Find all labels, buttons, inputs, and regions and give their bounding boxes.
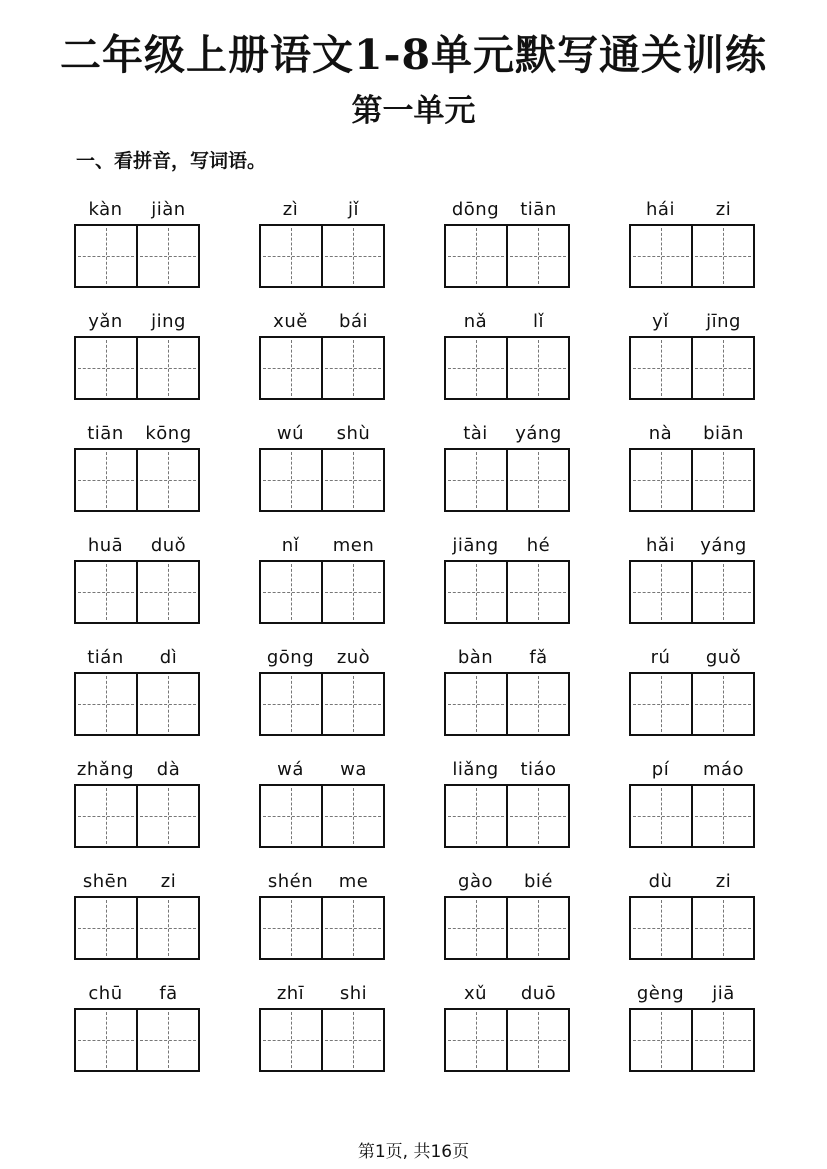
pinyin-syllable: yǐ [652,311,669,332]
tianzige-boxes [629,560,755,624]
pinyin-row [444,979,570,1008]
tianzige-boxes [259,672,385,736]
writing-box[interactable] [506,450,568,510]
word-item [74,867,200,964]
writing-box[interactable] [631,450,691,510]
writing-box[interactable] [261,786,321,846]
tianzige-boxes [444,224,570,288]
tianzige-boxes [444,448,570,512]
tianzige-boxes [259,336,385,400]
pinyin-syllable: hǎi [646,535,675,556]
word-item [74,979,200,1076]
word-item [629,419,755,516]
writing-box[interactable] [261,450,321,510]
writing-box[interactable] [446,338,506,398]
writing-box[interactable] [446,1010,506,1070]
writing-box[interactable] [691,226,753,286]
word-item [629,979,755,1076]
word-item [259,643,385,740]
word-item [74,419,200,516]
pinyin-row [629,307,755,336]
pinyin-row [74,755,200,784]
writing-box[interactable] [506,226,568,286]
writing-box[interactable] [136,562,198,622]
pinyin-syllable: xuě [273,311,308,332]
pinyin-syllable: lǐ [532,311,544,332]
word-item [259,419,385,516]
pinyin-row [629,755,755,784]
pinyin-syllable: shi [339,983,368,1004]
writing-box[interactable] [506,674,568,734]
pinyin-row [444,195,570,224]
pinyin-syllable: huā [87,535,124,556]
writing-box[interactable] [321,450,383,510]
writing-box[interactable] [446,450,506,510]
pinyin-syllable: guǒ [705,647,742,668]
pinyin-syllable: jīng [706,311,741,332]
writing-box[interactable] [76,1010,136,1070]
pinyin-syllable: shēn [82,871,129,892]
pinyin-syllable: rú [650,647,671,668]
writing-box[interactable] [631,674,691,734]
pinyin-row [74,531,200,560]
page-title: 二年级上册语文1-8单元默写通关训练 [59,31,768,79]
pinyin-syllable: tián [87,647,124,668]
word-item [444,755,570,852]
pinyin-syllable: zhǎng [76,759,135,780]
pinyin-row [259,867,385,896]
writing-box[interactable] [76,562,136,622]
tianzige-boxes [74,560,200,624]
pinyin-syllable: máo [702,759,745,780]
writing-box[interactable] [76,338,136,398]
pinyin-syllable: me [338,871,369,892]
pinyin-syllable: xǔ [463,983,488,1004]
writing-box[interactable] [76,226,136,286]
writing-box[interactable] [321,786,383,846]
pinyin-row [74,195,200,224]
writing-box[interactable] [506,1010,568,1070]
writing-box[interactable] [261,898,321,958]
pinyin-syllable: kōng [145,423,192,444]
tianzige-boxes [629,896,755,960]
tianzige-boxes [74,896,200,960]
writing-box[interactable] [136,1010,198,1070]
word-item [444,531,570,628]
writing-box[interactable] [446,562,506,622]
pinyin-syllable: tiáo [520,759,557,780]
word-item [259,755,385,852]
page-footer: 第1页, 共16页 [357,1142,470,1162]
word-grid [74,195,755,1076]
writing-box[interactable] [631,898,691,958]
writing-box[interactable] [76,786,136,846]
pinyin-syllable: gōng [266,647,315,668]
pinyin-syllable: yáng [700,535,747,556]
pinyin-row [629,867,755,896]
pinyin-syllable: zuò [336,647,371,668]
writing-box[interactable] [136,226,198,286]
tianzige-boxes [444,672,570,736]
writing-box[interactable] [76,450,136,510]
word-item [444,979,570,1076]
pinyin-syllable: kàn [88,199,123,220]
word-item [74,307,200,404]
pinyin-row [74,419,200,448]
pinyin-syllable: duō [520,983,557,1004]
tianzige-boxes [259,1008,385,1072]
word-item [629,195,755,292]
pinyin-syllable: chū [88,983,123,1004]
writing-box[interactable] [321,1010,383,1070]
pinyin-syllable: wa [340,759,367,780]
pinyin-syllable: tiān [520,199,557,220]
writing-box[interactable] [261,338,321,398]
pinyin-syllable: wá [277,759,304,780]
pinyin-row [629,419,755,448]
pinyin-syllable: dà [156,759,181,780]
pinyin-syllable: shù [336,423,371,444]
writing-box[interactable] [321,674,383,734]
tianzige-boxes [629,448,755,512]
pinyin-syllable: jiāng [452,535,499,556]
pinyin-syllable: men [332,535,375,556]
tianzige-boxes [629,1008,755,1072]
word-item [444,867,570,964]
pinyin-syllable: jiàn [151,199,186,220]
pinyin-syllable: bái [339,311,368,332]
pinyin-row [259,979,385,1008]
writing-box[interactable] [76,674,136,734]
tianzige-boxes [629,336,755,400]
pinyin-row [259,419,385,448]
pinyin-row [259,755,385,784]
pinyin-row [444,643,570,672]
writing-box[interactable] [506,786,568,846]
word-item [629,531,755,628]
pinyin-syllable: nǎ [463,311,488,332]
pinyin-syllable: duǒ [150,535,187,556]
word-item [629,643,755,740]
pinyin-syllable: bàn [457,647,494,668]
writing-box[interactable] [136,450,198,510]
tianzige-boxes [444,784,570,848]
writing-box[interactable] [261,1010,321,1070]
pinyin-syllable: yǎn [88,311,123,332]
word-item [74,195,200,292]
pinyin-syllable: jing [151,311,186,332]
tianzige-boxes [444,560,570,624]
pinyin-row [259,531,385,560]
pinyin-syllable: hé [526,535,551,556]
tianzige-boxes [259,560,385,624]
pinyin-syllable: tài [463,423,488,444]
writing-box[interactable] [506,562,568,622]
writing-box[interactable] [76,898,136,958]
pinyin-syllable: yáng [515,423,562,444]
pinyin-syllable: gèng [636,983,685,1004]
tianzige-boxes [259,896,385,960]
pinyin-syllable: bié [523,871,553,892]
writing-box[interactable] [321,562,383,622]
pinyin-row [259,307,385,336]
word-item [444,195,570,292]
writing-box[interactable] [446,898,506,958]
tianzige-boxes [629,224,755,288]
pinyin-syllable: shén [267,871,314,892]
tianzige-boxes [259,224,385,288]
section-heading: 一、看拼音，写词语。 [76,150,267,172]
word-item [444,643,570,740]
writing-box[interactable] [691,674,753,734]
word-item [444,307,570,404]
pinyin-row [74,867,200,896]
writing-box[interactable] [321,898,383,958]
tianzige-boxes [259,448,385,512]
writing-box[interactable] [446,226,506,286]
writing-box[interactable] [691,1010,753,1070]
pinyin-syllable: wú [276,423,305,444]
pinyin-syllable: zì [282,199,299,220]
word-item [259,979,385,1076]
tianzige-boxes [74,336,200,400]
tianzige-boxes [444,1008,570,1072]
pinyin-syllable: fā [159,983,178,1004]
pinyin-row [74,643,200,672]
word-item [629,867,755,964]
writing-box[interactable] [261,674,321,734]
pinyin-row [629,195,755,224]
pinyin-syllable: zhī [276,983,305,1004]
pinyin-syllable: zi [715,871,732,892]
tianzige-boxes [74,784,200,848]
pinyin-row [444,419,570,448]
pinyin-row [444,867,570,896]
pinyin-syllable: jǐ [347,199,359,220]
pinyin-row [444,531,570,560]
pinyin-syllable: nà [648,423,673,444]
word-item [629,755,755,852]
writing-box[interactable] [321,226,383,286]
word-item [259,195,385,292]
pinyin-syllable: dì [159,647,178,668]
writing-box[interactable] [691,338,753,398]
word-item [74,643,200,740]
pinyin-syllable: zi [715,199,732,220]
tianzige-boxes [74,224,200,288]
writing-box[interactable] [631,226,691,286]
tianzige-boxes [629,672,755,736]
pinyin-syllable: dōng [451,199,500,220]
writing-box[interactable] [261,226,321,286]
pinyin-syllable: tiān [87,423,124,444]
word-item [259,531,385,628]
word-item [259,307,385,404]
word-item [74,755,200,852]
writing-box[interactable] [691,450,753,510]
tianzige-boxes [74,448,200,512]
pinyin-syllable: gào [458,871,493,892]
pinyin-syllable: jiā [712,983,735,1004]
pinyin-row [444,755,570,784]
writing-box[interactable] [446,674,506,734]
pinyin-syllable: zi [160,871,177,892]
tianzige-boxes [444,896,570,960]
writing-box[interactable] [506,338,568,398]
writing-box[interactable] [691,786,753,846]
pinyin-row [74,307,200,336]
writing-box[interactable] [631,1010,691,1070]
writing-box[interactable] [136,898,198,958]
writing-box[interactable] [631,338,691,398]
tianzige-boxes [74,1008,200,1072]
writing-box[interactable] [631,786,691,846]
pinyin-row [74,979,200,1008]
pinyin-row [259,195,385,224]
pinyin-row [629,979,755,1008]
writing-box[interactable] [446,786,506,846]
writing-box[interactable] [136,674,198,734]
word-item [444,419,570,516]
writing-box[interactable] [136,338,198,398]
writing-box[interactable] [691,562,753,622]
word-item [629,307,755,404]
tianzige-boxes [259,784,385,848]
pinyin-syllable: hái [646,199,675,220]
pinyin-syllable: liǎng [452,759,499,780]
tianzige-boxes [444,336,570,400]
pinyin-syllable: nǐ [281,535,300,556]
writing-box[interactable] [631,562,691,622]
pinyin-row [629,643,755,672]
pinyin-syllable: pí [651,759,670,780]
pinyin-row [444,307,570,336]
word-item [74,531,200,628]
pinyin-row [629,531,755,560]
writing-box[interactable] [136,786,198,846]
pinyin-syllable: biān [703,423,744,444]
pinyin-syllable: fǎ [529,647,548,668]
pinyin-syllable: dù [648,871,673,892]
tianzige-boxes [74,672,200,736]
writing-box[interactable] [691,898,753,958]
writing-box[interactable] [261,562,321,622]
unit-title: 第一单元 [351,93,476,129]
pinyin-row [259,643,385,672]
word-item [259,867,385,964]
writing-box[interactable] [506,898,568,958]
tianzige-boxes [629,784,755,848]
writing-box[interactable] [321,338,383,398]
